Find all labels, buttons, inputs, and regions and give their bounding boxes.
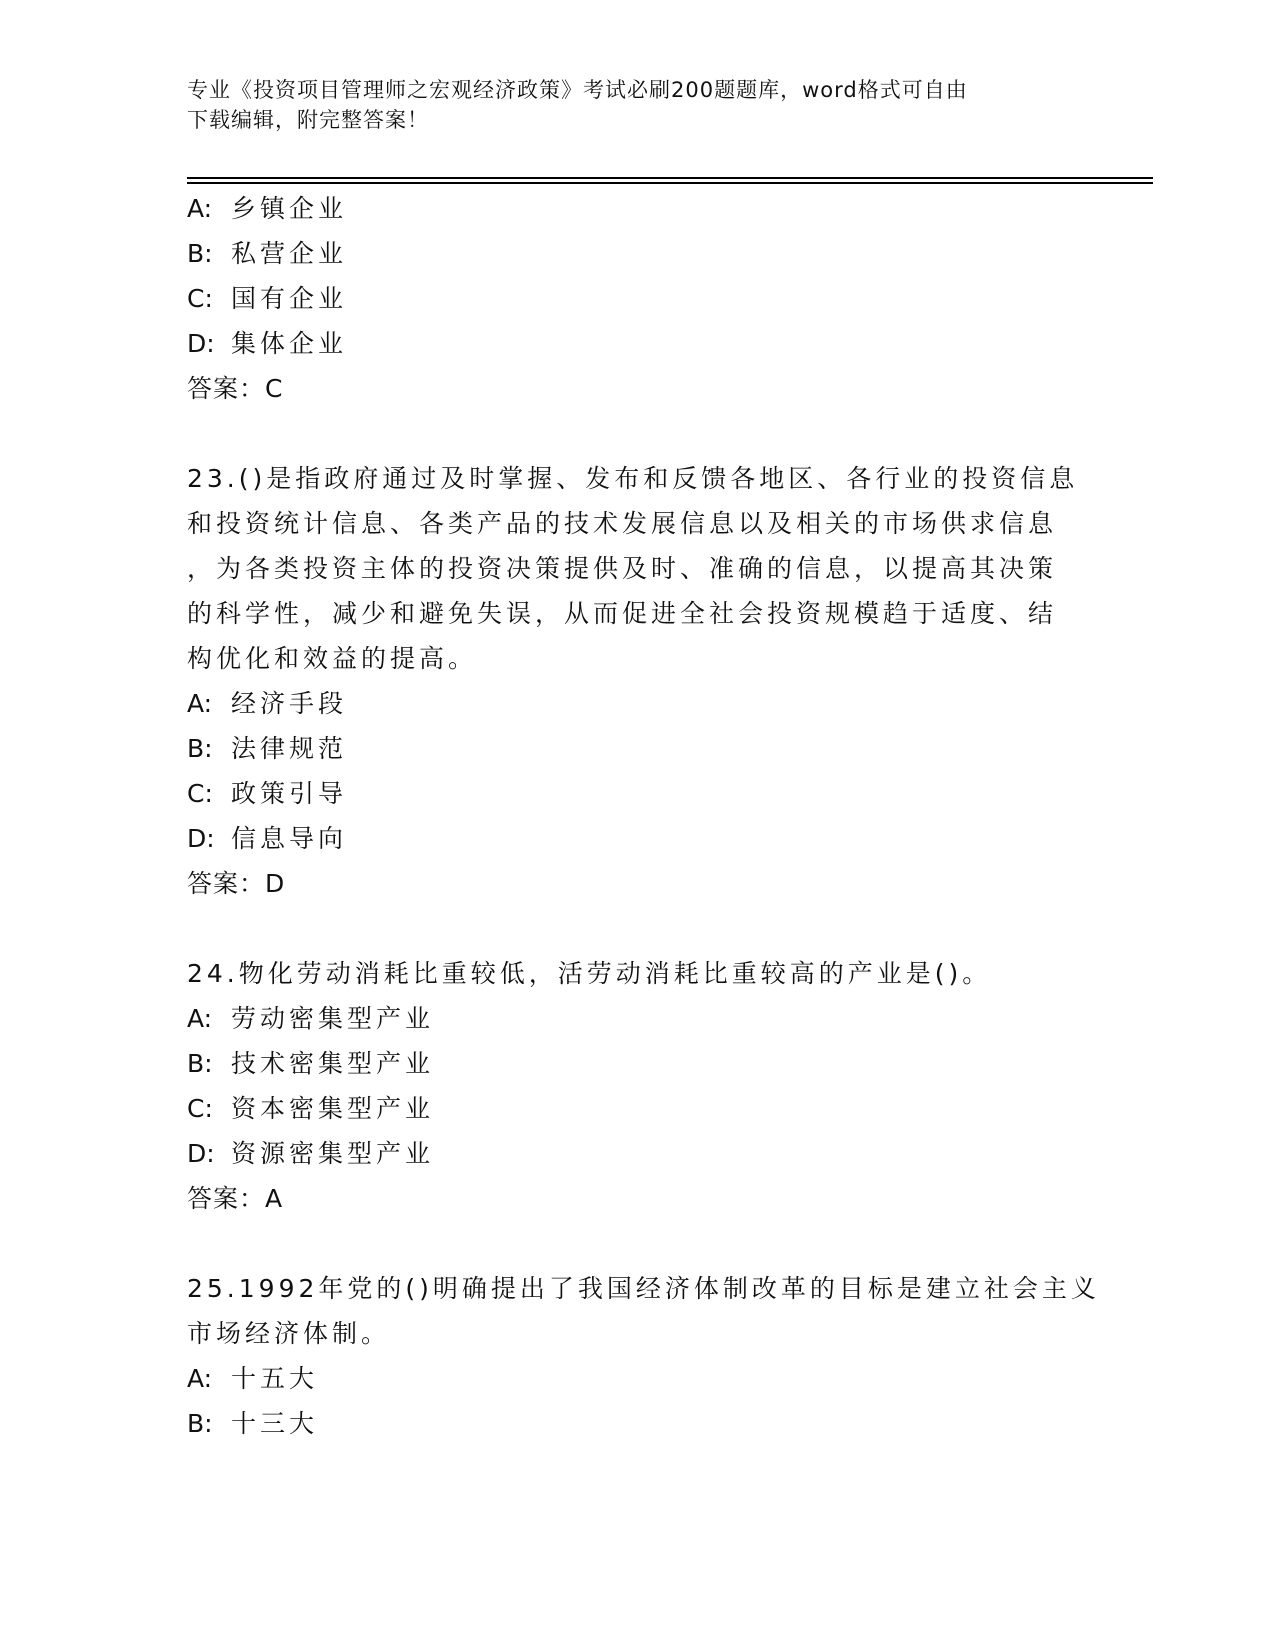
header-line-2: 下载编辑，附完整答案！ [187, 108, 429, 132]
option-label: A: [187, 1364, 213, 1393]
q24-option-a [187, 996, 434, 1041]
option-label: D: [187, 1139, 215, 1168]
option-text: 集体企业 [231, 329, 348, 358]
option-text: 十五大 [231, 1364, 319, 1393]
q22-option-d [187, 321, 347, 366]
q25-option-b [187, 1401, 318, 1446]
option-label: C: [187, 779, 213, 808]
q23-text-line-1: 23.()是指政府通过及时掌握、发布和反馈各地区、各行业的投资信息 [187, 464, 1079, 493]
option-text: 十三大 [231, 1409, 319, 1438]
q23-option-a [187, 681, 347, 726]
q24-answer: 答案：A [187, 1184, 284, 1213]
q24-option-c [187, 1086, 434, 1131]
option-label: A: [187, 689, 213, 718]
option-label: C: [187, 1094, 213, 1123]
option-text: 法律规范 [231, 734, 348, 763]
option-text: 信息导向 [231, 824, 348, 853]
q25-option-a [187, 1356, 318, 1401]
option-label: D: [187, 329, 215, 358]
option-text: 劳动密集型产业 [231, 1004, 435, 1033]
q23-answer: 答案：D [187, 869, 286, 898]
q23-text-line-4: 的科学性，减少和避免失误，从而促进全社会投资规模趋于适度、结 [187, 599, 1058, 628]
q24-option-b [187, 1041, 434, 1086]
option-text: 政策引导 [231, 779, 348, 808]
option-label: B: [187, 239, 213, 268]
option-text: 国有企业 [231, 284, 348, 313]
option-text: 私营企业 [231, 239, 348, 268]
option-label: D: [187, 824, 215, 853]
q23-option-c [187, 771, 347, 816]
q23-option-b [187, 726, 347, 771]
q23-text-line-5: 构优化和效益的提高。 [187, 644, 478, 673]
option-label: B: [187, 734, 213, 763]
option-label: A: [187, 1004, 213, 1033]
option-label: B: [187, 1409, 213, 1438]
option-text: 技术密集型产业 [231, 1049, 435, 1078]
q23-option-d [187, 816, 347, 861]
q25-text-line-2: 市场经济体制。 [187, 1319, 391, 1348]
q24-text-line-1: 24.物化劳动消耗比重较低，活劳动消耗比重较高的产业是()。 [187, 959, 992, 988]
q23-text-line-3: ，为各类投资主体的投资决策提供及时、准确的信息，以提高其决策 [187, 554, 1058, 583]
header-line-1: 专业《投资项目管理师之宏观经济政策》考试必刷200题题库，word格式可自由 [187, 78, 968, 102]
option-text: 经济手段 [231, 689, 348, 718]
option-label: B: [187, 1049, 213, 1078]
option-label: A: [187, 194, 213, 223]
header-divider-top [187, 177, 1153, 179]
document-header [187, 75, 1077, 135]
option-text: 乡镇企业 [231, 194, 348, 223]
q24-option-d [187, 1131, 434, 1176]
q25-text-line-1: 25.1992年党的()明确提出了我国经济体制改革的目标是建立社会主义 [187, 1274, 1100, 1303]
q23-text-line-2: 和投资统计信息、各类产品的技术发展信息以及相关的市场供求信息 [187, 509, 1058, 538]
q22-option-b [187, 231, 347, 276]
q22-option-a [187, 186, 347, 231]
q22-answer: 答案：C [187, 374, 284, 403]
header-divider-bottom [187, 182, 1153, 184]
option-label: C: [187, 284, 213, 313]
q22-option-c [187, 276, 347, 321]
option-text: 资源密集型产业 [231, 1139, 435, 1168]
option-text: 资本密集型产业 [231, 1094, 435, 1123]
